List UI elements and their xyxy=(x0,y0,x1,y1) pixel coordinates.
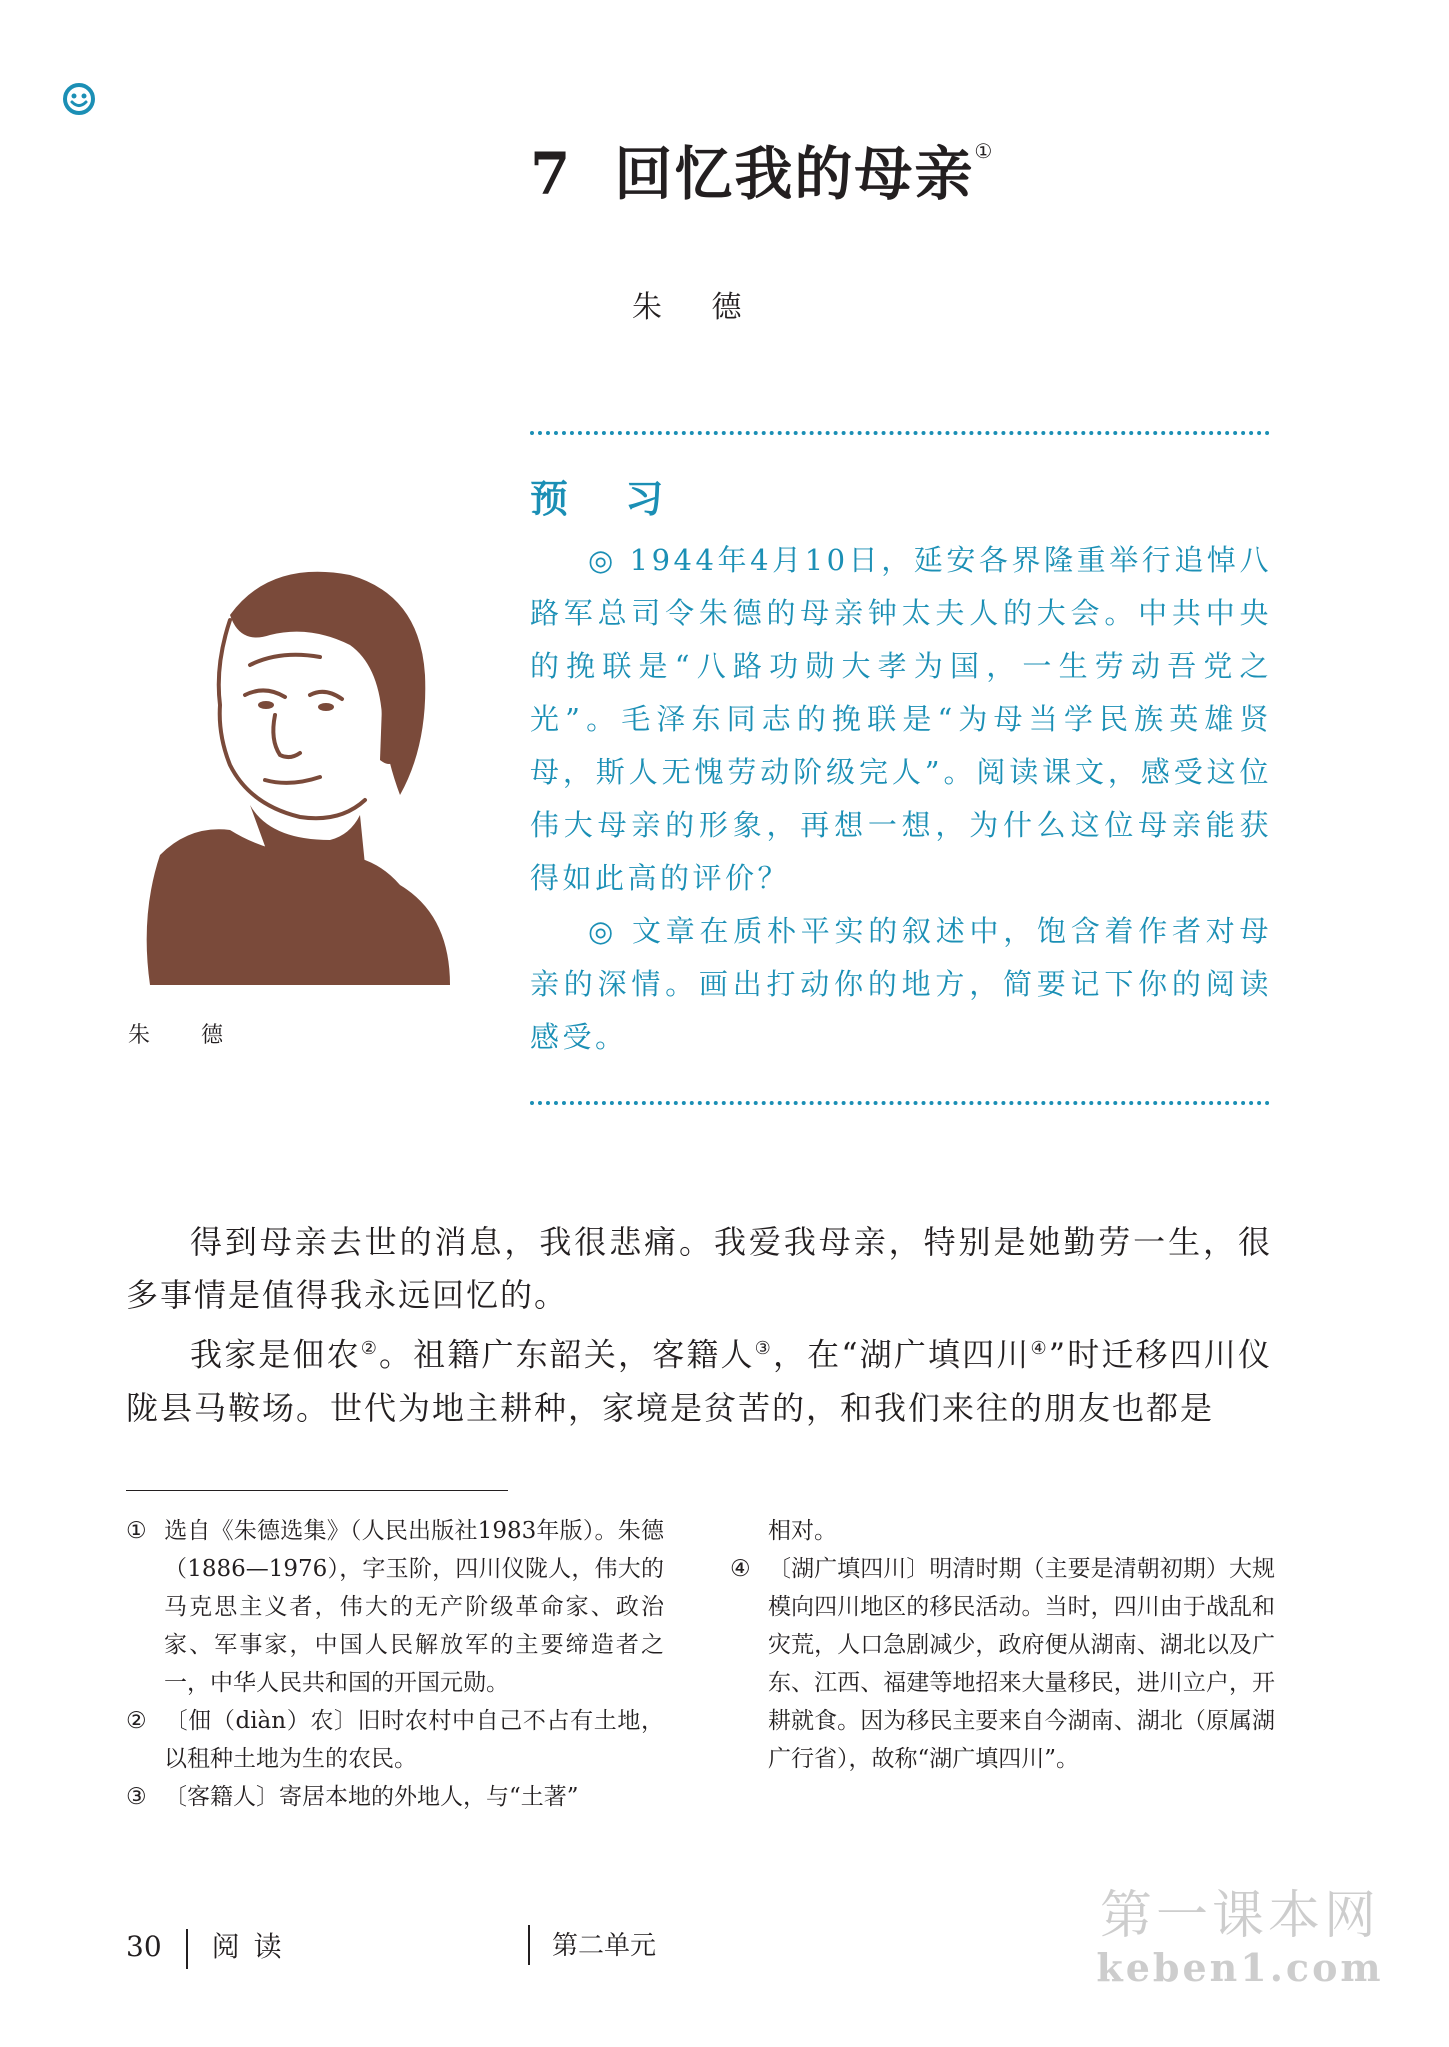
preview-section xyxy=(530,476,1272,1064)
preview-divider-top xyxy=(530,431,1270,435)
preview-divider-bottom xyxy=(530,1101,1270,1105)
footnote-ref-2[interactable]: ② xyxy=(360,1338,380,1359)
folio-section: 阅读 xyxy=(211,1930,296,1963)
smiley-icon xyxy=(62,82,96,116)
body-text-run: ，在“湖广填四川 xyxy=(772,1335,1031,1374)
body-paragraph-2 xyxy=(126,1322,1272,1435)
portrait-caption: 朱 德 xyxy=(128,1023,245,1048)
lesson-title-text: 回忆我的母亲 xyxy=(614,140,975,208)
footnote-marker: ③ xyxy=(126,1784,147,1810)
footnote-3-continued xyxy=(730,1512,1275,1550)
footnote-text: 选自《朱德选集》（人民出版社1983年版）。朱德（1886—1976），字玉阶，四川仪陇人，伟大的马克思主义者，伟大的无产阶级革命家、政治家、军事家，中国人民解放军的主要缔造者之一，中华人民共和国的开国元勋。 xyxy=(164,1518,664,1696)
watermark-line-2: keben1.com xyxy=(1096,1945,1384,1991)
lesson-number: 7 xyxy=(530,140,573,208)
lesson-title xyxy=(530,139,995,208)
watermark-line-1: 第一课本网 xyxy=(1099,1886,1380,1946)
footnote-marker: ① xyxy=(126,1518,147,1544)
footnote-3 xyxy=(126,1778,664,1816)
footnote-marker: ④ xyxy=(730,1556,751,1582)
body-text-run: 我家是佃农 xyxy=(190,1335,361,1374)
footnote-1 xyxy=(126,1512,664,1702)
preview-heading: 预 习 xyxy=(530,476,686,521)
body-text-run: ”时迁移四川仪陇县马鞍场。世代为地主耕种，家境是贫苦的，和我们来往的朋友也都是 xyxy=(126,1335,1272,1427)
page-number: 30 xyxy=(126,1930,162,1963)
footnote-4 xyxy=(730,1550,1275,1778)
footnote-text: 相对。 xyxy=(768,1518,837,1544)
folio-separator xyxy=(186,1929,188,1969)
footnote-text: 〔佃（diàn）农〕旧时农村中自己不占有土地，以租种土地为生的农民。 xyxy=(164,1708,664,1772)
footnotes-left-column xyxy=(126,1512,664,1816)
main-text xyxy=(126,1216,1272,1435)
preview-paragraph-2: ◎ 文章在质朴平实的叙述中，饱含着作者对母亲的深情。画出打动你的地方，简要记下你的阅读感受。 xyxy=(530,914,1272,1054)
footnote-text: 〔湖广填四川〕明清时期（主要是清朝初期）大规模向四川地区的移民活动。当时，四川由于战乱和灾荒，人口急剧减少，政府便从湖南、湖北以及广东、江西、福建等地招来大量移民，进川立户，开耕就食。因为移民主要来自今湖南、湖北（原属湖广行省），故称“湖广填四川”。 xyxy=(768,1556,1275,1772)
watermark xyxy=(1090,1888,1390,1990)
footnote-ref-3[interactable]: ③ xyxy=(754,1338,773,1359)
body-text-run: 。祖籍广东韶关，客籍人 xyxy=(379,1335,755,1374)
footnote-2 xyxy=(126,1702,664,1778)
title-footnote-mark: ① xyxy=(974,139,995,163)
preview-paragraph-1: ◎ 1944年4月10日，延安各界隆重举行追悼八路军总司令朱德的母亲钟太夫人的大会。中共中央的挽联是“八路功勋大孝为国，一生劳动吾党之光”。毛泽东同志的挽联是“为母当学民族英雄贤母，斯人无愧劳动阶级完人”。阅读课文，感受这位伟大母亲的形象，再想一想，为什么这位母亲能获得如此高的评价？ xyxy=(530,543,1272,895)
author-portrait xyxy=(120,555,460,985)
unit-separator xyxy=(528,1925,530,1965)
lesson-author: 朱 德 xyxy=(632,290,762,325)
footnote-text: 〔客籍人〕寄居本地的外地人，与“土著” xyxy=(164,1784,579,1810)
folio-unit: 第二单元 xyxy=(552,1931,657,1961)
page-folio xyxy=(126,1925,296,1969)
body-paragraph-1: 得到母亲去世的消息，我很悲痛。我爱我母亲，特别是她勤劳一生，很多事情是值得我永远回忆的。 xyxy=(126,1223,1272,1314)
footnote-marker: ② xyxy=(126,1708,147,1734)
footnote-rule xyxy=(126,1490,508,1491)
footnotes-right-column xyxy=(730,1512,1275,1778)
footnote-ref-4[interactable]: ④ xyxy=(1030,1338,1049,1359)
